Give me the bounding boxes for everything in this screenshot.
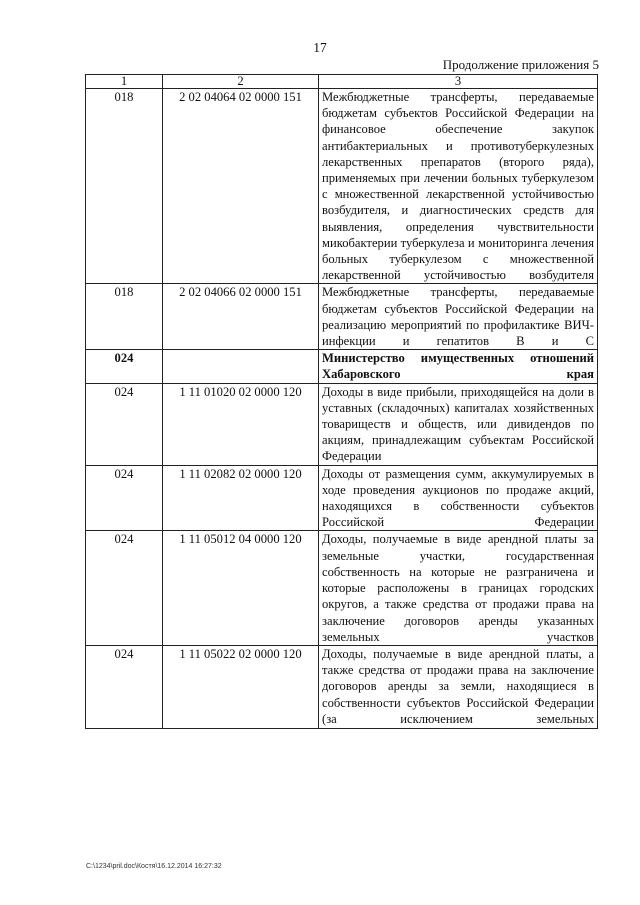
description-cell: Доходы в виде прибыли, приходящейся на доли в уставных (складочных) капиталах хозяйственных товариществ и обществ, или дивидендов по акциям, принадлежащим субъектам Российской Федерации [319,383,598,465]
description-text-truncated: Доходы, получаемые в виде арендной платы, а также средства от продажи права на заключение договоров аренды за земли, находящиеся в собственности субъектов Российской Федерации (за исключением земельных [322,646,594,726]
table-row [86,645,598,728]
file-path-footer: C:\1234\pril.doc\Костя\16.12.2014 16:27:32 [86,863,222,870]
column-header-3: 3 [319,75,598,89]
revenue-code-cell: 2 02 04064 02 0000 151 [163,89,319,284]
continued-label: Продолжение приложения 5 [442,57,599,72]
admin-code-cell: 018 [86,284,163,350]
page-number: 17 [313,40,327,55]
description-cell: Доходы, получаемые в виде арендной платы за земельные участки, государственная собственность на которые не разграничена и которые расположены в границах городских округов, а также средства от продажи права на заключение договоров аренды указанных земельных участков [319,531,598,645]
revenue-code-cell: 1 11 02082 02 0000 120 [163,465,319,531]
column-header-2: 2 [163,75,319,89]
admin-code-cell: 018 [86,89,163,284]
admin-code-cell: 024 [86,350,163,383]
table-row-section-heading [86,350,598,383]
column-header-1: 1 [86,75,163,89]
admin-code-cell: 024 [86,465,163,531]
description-cell: Межбюджетные трансферты, передаваемые бюджетам субъектов Российской Федерации на реализацию мероприятий по профилактике ВИЧ-инфекции и гепатитов В и С [319,284,598,350]
table-header-row [86,75,598,89]
table-row [86,531,598,645]
revenue-code-cell: 2 02 04066 02 0000 151 [163,284,319,350]
table-row [86,465,598,531]
table-row [86,89,598,284]
admin-code-cell: 024 [86,383,163,465]
revenue-codes-table [85,74,598,729]
revenue-code-cell: 1 11 05012 04 0000 120 [163,531,319,645]
revenue-code-cell: 1 11 01020 02 0000 120 [163,383,319,465]
description-cell: Межбюджетные трансферты, передаваемые бюджетам субъектов Российской Федерации на финансовое обеспечение закупок антибактериальных и противотуберкулезных лекарственных препаратов (второго ряда), применяемых при лечении больных туберкулезом с множественной лекарственной устойчивостью возбудителя, и диагностических средств для выявления, определения чувствительности микобактерии туберкулеза и мониторинга лечения больных туберкулезом с множественной лекарственной устойчивостью возбудителя [319,89,598,284]
revenue-code-cell: 1 11 05022 02 0000 120 [163,645,319,728]
revenue-code-cell [163,350,319,383]
description-cell: Доходы от размещения сумм, аккумулируемых в ходе проведения аукционов по продаже акций, находящихся в собственности субъектов Российской Федерации [319,465,598,531]
section-heading-cell: Министерство имущественных отношений Хабаровского края [319,350,598,383]
admin-code-cell: 024 [86,645,163,728]
description-cell [319,645,598,728]
table-row [86,284,598,350]
table-row [86,383,598,465]
admin-code-cell: 024 [86,531,163,645]
